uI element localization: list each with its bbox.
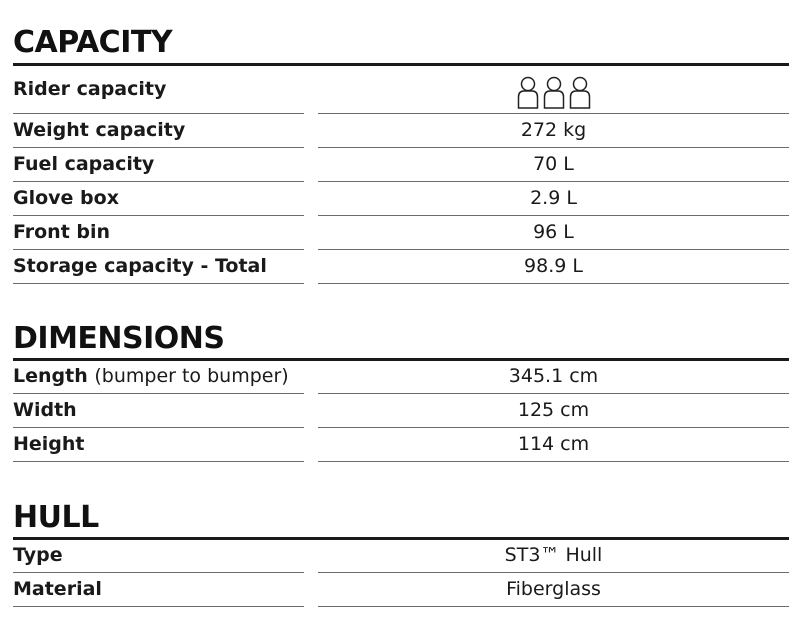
hull-heading: HULL [13, 500, 99, 535]
spec-row-material [13, 574, 789, 608]
spec-row-storage-total [13, 251, 789, 285]
dimensions-heading: DIMENSIONS [13, 321, 225, 356]
spec-row-fuel-capacity [13, 149, 789, 183]
spec-label: Rider capacity [13, 66, 304, 114]
spec-row-rider-capacity [13, 66, 789, 115]
spec-row-glove-box [13, 183, 789, 217]
capacity-heading: CAPACITY [13, 25, 173, 60]
spec-value: Fiberglass [318, 574, 789, 607]
spec-label: Glove box [13, 183, 304, 216]
spec-label: Fuel capacity [13, 149, 304, 182]
spec-label: Height [13, 429, 304, 462]
spec-row-weight-capacity [13, 115, 789, 149]
spec-label: Width [13, 395, 304, 428]
spec-row-front-bin [13, 217, 789, 251]
spec-label: Material [13, 574, 304, 607]
rider-person-icon [542, 76, 566, 110]
spec-row-type [13, 540, 789, 574]
capacity-section [13, 26, 789, 285]
hull-section [13, 501, 789, 608]
rider-person-icon [568, 76, 592, 110]
spec-value: 70 L [318, 149, 789, 182]
spec-label: Weight capacity [13, 115, 304, 148]
rider-person-icon [516, 76, 540, 110]
spec-value: 272 kg [318, 115, 789, 148]
spec-value-rider-icons [318, 66, 789, 114]
spec-label-note: (bumper to bumper) [94, 365, 289, 387]
spec-label: Storage capacity - Total [13, 251, 304, 284]
spec-value: ST3™ Hull [318, 540, 789, 573]
spec-value: 345.1 cm [318, 361, 789, 394]
dimensions-section [13, 322, 789, 463]
spec-row-height [13, 429, 789, 463]
spec-row-width [13, 395, 789, 429]
spec-value: 98.9 L [318, 251, 789, 284]
spec-label-text: Length [13, 365, 88, 387]
spec-label: Front bin [13, 217, 304, 250]
spec-value: 96 L [318, 217, 789, 250]
spec-value: 125 cm [318, 395, 789, 428]
rider-icons [516, 76, 592, 110]
spec-value: 114 cm [318, 429, 789, 462]
spec-label: Type [13, 540, 304, 573]
spec-label [13, 361, 304, 394]
spec-row-length [13, 361, 789, 395]
spec-value: 2.9 L [318, 183, 789, 216]
